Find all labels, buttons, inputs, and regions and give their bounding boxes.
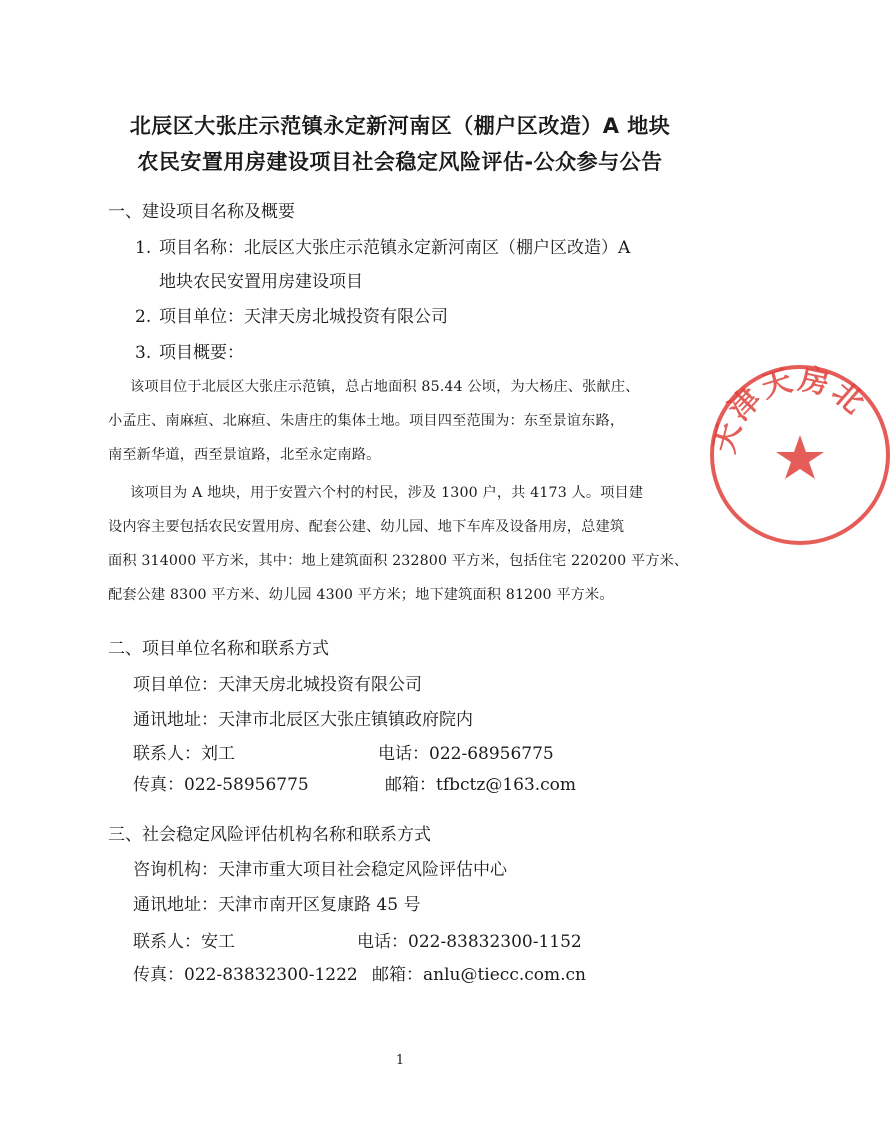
item-number: 3.: [135, 343, 152, 363]
item-number: 2.: [135, 307, 152, 327]
s3-address: 通讯地址：天津市南开区复康路 45 号: [133, 895, 421, 915]
section-1-heading: 一、建设项目名称及概要: [108, 202, 295, 222]
item-3: [135, 338, 244, 363]
document-title-line-1: 北辰区大张庄示范镇永定新河南区（棚户区改造）A 地块: [129, 114, 671, 138]
item-1: [135, 233, 630, 258]
company-seal-stamp: [705, 360, 895, 550]
svg-text:天津天房北: [707, 361, 873, 456]
overview-para1-line-1: 该项目位于北辰区大张庄示范镇，总占地面积 85.44 公顷，为大杨庄、张献庄、: [130, 379, 640, 395]
s2-address: 通讯地址：天津市北辰区大张庄镇镇政府院内: [133, 710, 473, 730]
overview-para2-line-1: 该项目为 A 地块，用于安置六个村的村民，涉及 1300 户，共 4173 人。项目建: [130, 485, 644, 501]
item-text: 项目概要：: [159, 343, 244, 363]
item-text: 项目名称：北辰区大张庄示范镇永定新河南区（棚户区改造）A: [159, 238, 631, 258]
overview-para2-line-4: 配套公建 8300 平方米、幼儿园 4300 平方米；地下建筑面积 81200 平方米。: [108, 587, 614, 603]
seal-star-icon: [776, 435, 824, 479]
s3-org: 咨询机构：天津市重大项目社会稳定风险评估中心: [133, 860, 507, 880]
s3-phone: 电话：022-83832300-1152: [357, 932, 582, 952]
item-text: 项目单位：天津天房北城投资有限公司: [159, 307, 448, 327]
section-3-heading: 三、社会稳定风险评估机构名称和联系方式: [108, 825, 431, 845]
section-2-heading: 二、项目单位名称和联系方式: [108, 639, 329, 659]
s3-contact-person: 联系人：安工: [133, 932, 235, 952]
overview-para1-line-2: 小孟庄、南麻疸、北麻疸、朱唐庄的集体土地。项目四至范围为：东至景谊东路，: [108, 413, 625, 429]
item-number: 1.: [135, 238, 152, 258]
s2-email: 邮箱：tfbctz@163.com: [385, 775, 577, 795]
document-title-line-2: 农民安置用房建设项目社会稳定风险评估-公众参与公告: [137, 150, 663, 174]
seal-text: 天津天房北: [706, 361, 873, 457]
s2-phone: 电话：022-68956775: [378, 744, 554, 764]
item-2: [135, 302, 448, 327]
s3-fax: 传真：022-83832300-1222: [133, 965, 358, 985]
item-1-continuation: 地块农民安置用房建设项目: [159, 272, 363, 292]
overview-para2-line-3: 面积 314000 平方米，其中：地上建筑面积 232800 平方米，包括住宅 220200 平方米、: [108, 553, 689, 569]
s3-email: 邮箱：anlu@tiecc.com.cn: [372, 965, 586, 985]
page-number: 1: [395, 1053, 405, 1068]
s2-project-unit: 项目单位：天津天房北城投资有限公司: [133, 675, 422, 695]
overview-para2-line-2: 设内容主要包括农民安置用房、配套公建、幼儿园、地下车库及设备用房，总建筑: [108, 519, 625, 535]
s2-fax: 传真：022-58956775: [133, 775, 309, 795]
s2-contact-person: 联系人：刘工: [133, 744, 235, 764]
overview-para1-line-3: 南至新华道，西至景谊路，北至永定南路。: [108, 447, 381, 463]
